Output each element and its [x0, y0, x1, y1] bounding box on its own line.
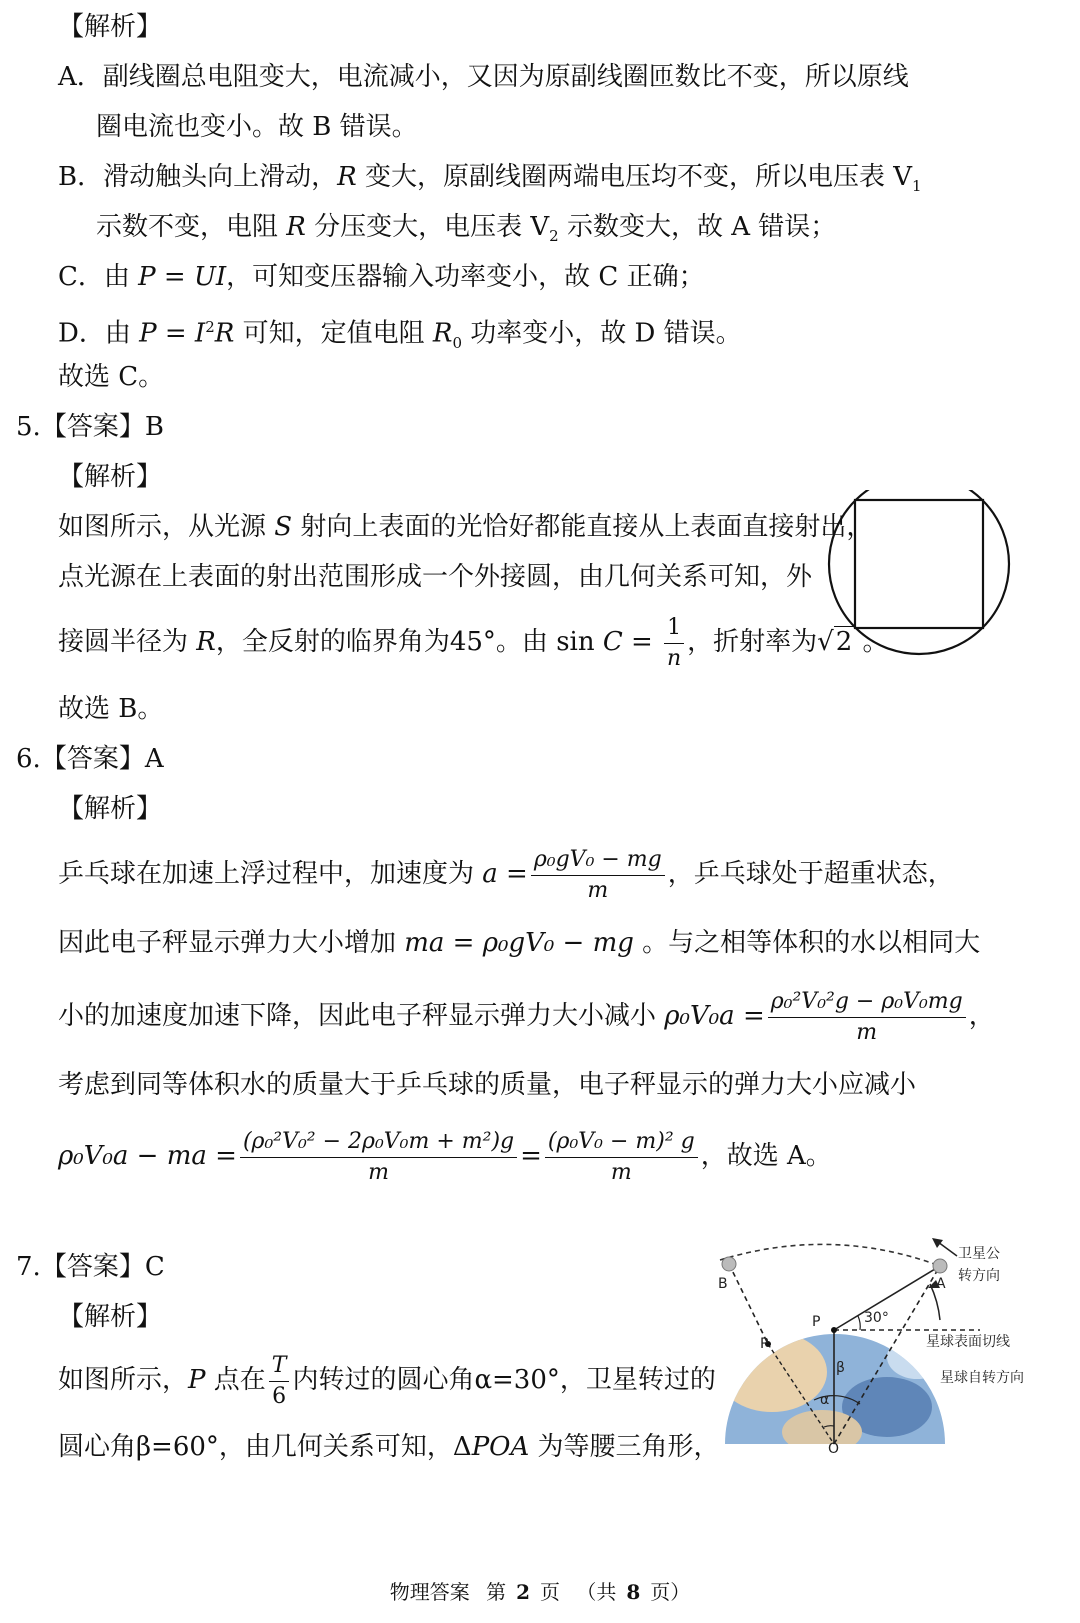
q4-jiexi-heading: 【解析】 [58, 12, 163, 42]
label-rotation: 星球自转方向 [940, 1370, 1024, 1386]
q6-line5: ρ₀V₀a − ma = $\frac{\text{(ρ₀²V₀² − 2ρ₀V₀m + m²)g}}{m}$ = $\frac{\text{(ρ₀V₀ − m)² g}}{m}$ ，故选 A。 [58, 1128, 832, 1185]
q5-jiexi-heading: 【解析】 [58, 462, 163, 492]
label-tangent: 星球表面切线 [926, 1334, 1010, 1350]
sinc-fraction: $\frac{1}{n}$ [664, 615, 684, 672]
period-fraction: $\frac{T}{6}$ [269, 1353, 290, 1410]
q4-option-b-line1: B．滑动触头向上滑动，R 变大，原副线圈两端电压均不变，所以电压表 $V_1$ [58, 162, 922, 196]
q6-line2: 因此电子秤显示弹力大小增加 ma = ρ₀gV₀ − mg 。与之相等体积的水以相同大 [58, 928, 981, 958]
label-beta: β [836, 1360, 845, 1376]
page-footer: 物理答案 第 2 页 （共 8 页） [389, 1580, 691, 1604]
q5-conclusion: 故选 B。 [58, 694, 164, 724]
q4-option-d: D．由 $P = I^2R$ 可知，定值电阻 $R_0$ 功率变小，故 D 错误。 [58, 318, 742, 352]
q5-line3: 接圆半径为 R，全反射的临界角为45°。由 sin C = $\frac{1}{n}$ ，折射率为√2 。 [58, 614, 889, 671]
label-a: A [936, 1276, 946, 1292]
sqrt-two: √2 [817, 627, 853, 657]
q6-jiexi-heading: 【解析】 [58, 794, 163, 824]
q7-line2: 圆心角β=60°，由几何关系可知，ΔPOA 为等腰三角形， [58, 1432, 720, 1462]
net-fraction-1: $\frac{\text{(ρ₀²V₀² − 2ρ₀V₀m + m²)g}}{m}$ [240, 1129, 517, 1186]
q4-option-a-line2: 圈电流也变小。故 B 错误。 [96, 112, 418, 142]
q5-line1: 如图所示，从光源 S 射向上表面的光恰好都能直接从上表面直接射出， [58, 512, 873, 542]
q5-circle-square-figure [826, 490, 1014, 668]
inscribed-square [855, 500, 983, 628]
accel-fraction: $\frac{\text{ρ₀gV₀ − mg}}{m}$ [531, 847, 665, 904]
q4-option-a-line1: A．副线圈总电阻变大，电流减小，又因为原副线圈匝数比不变，所以原线 [58, 62, 909, 92]
q6-answer: 6.【答案】A [16, 744, 164, 774]
net-fraction-2: $\frac{\text{(ρ₀V₀ − m)² g}}{m}$ [545, 1129, 698, 1186]
label-o: O [828, 1441, 840, 1457]
water-force-fraction: $\frac{\text{ρ₀²V₀²g − ρ₀V₀mg}}{m}$ [768, 989, 966, 1046]
label-p: P [812, 1314, 821, 1330]
q6-line3: 小的加速度加速下降，因此电子秤显示弹力大小减小 ρ₀V₀a = $\frac{\text{ρ₀²V₀²g − ρ₀V₀mg}}{m}$ ， [58, 988, 995, 1045]
satellite-b [722, 1257, 736, 1271]
q6-line1: 乒乓球在加速上浮过程中，加速度为 a = $\frac{\text{ρ₀gV₀ − mg}}{m}$ ，乒乓球处于超重状态， [58, 846, 954, 903]
satellite-orbit [720, 1244, 940, 1266]
q7-answer: 7.【答案】C [16, 1252, 165, 1282]
q4-option-c: C．由 P = UI，可知变压器输入功率变小，故 C 正确； [58, 262, 705, 292]
q7-line1: 如图所示，P 点在 $\frac{T}{6}$ 内转过的圆心角α=30°，卫星转过的 [58, 1352, 716, 1409]
q5-line2: 点光源在上表面的射出范围形成一个外接圆，由几何关系可知，外 [58, 562, 813, 592]
label-30deg: 30° [864, 1310, 889, 1326]
q4-option-b-line2: 示数不变，电阻 R 分压变大，电压表 $V_2$ 示数变大，故 A 错误； [96, 212, 837, 246]
revolution-arrow [938, 1242, 957, 1256]
q4-conclusion: 故选 C。 [58, 362, 165, 392]
q6-line4: 考虑到同等体积水的质量大于乒乓球的质量，电子秤显示的弹力大小应减小 [58, 1070, 917, 1100]
label-sat-revolution-1: 卫星公 [958, 1246, 1000, 1262]
point-p [831, 1327, 837, 1333]
q7-jiexi-heading: 【解析】 [58, 1302, 163, 1332]
label-sat-revolution-2: 转方向 [958, 1268, 1000, 1284]
q5-answer: 5.【答案】B [16, 412, 164, 442]
label-p-prime: P [760, 1336, 769, 1352]
label-b: B [718, 1276, 728, 1292]
label-alpha: α [820, 1392, 830, 1408]
satellite-a [933, 1259, 947, 1273]
